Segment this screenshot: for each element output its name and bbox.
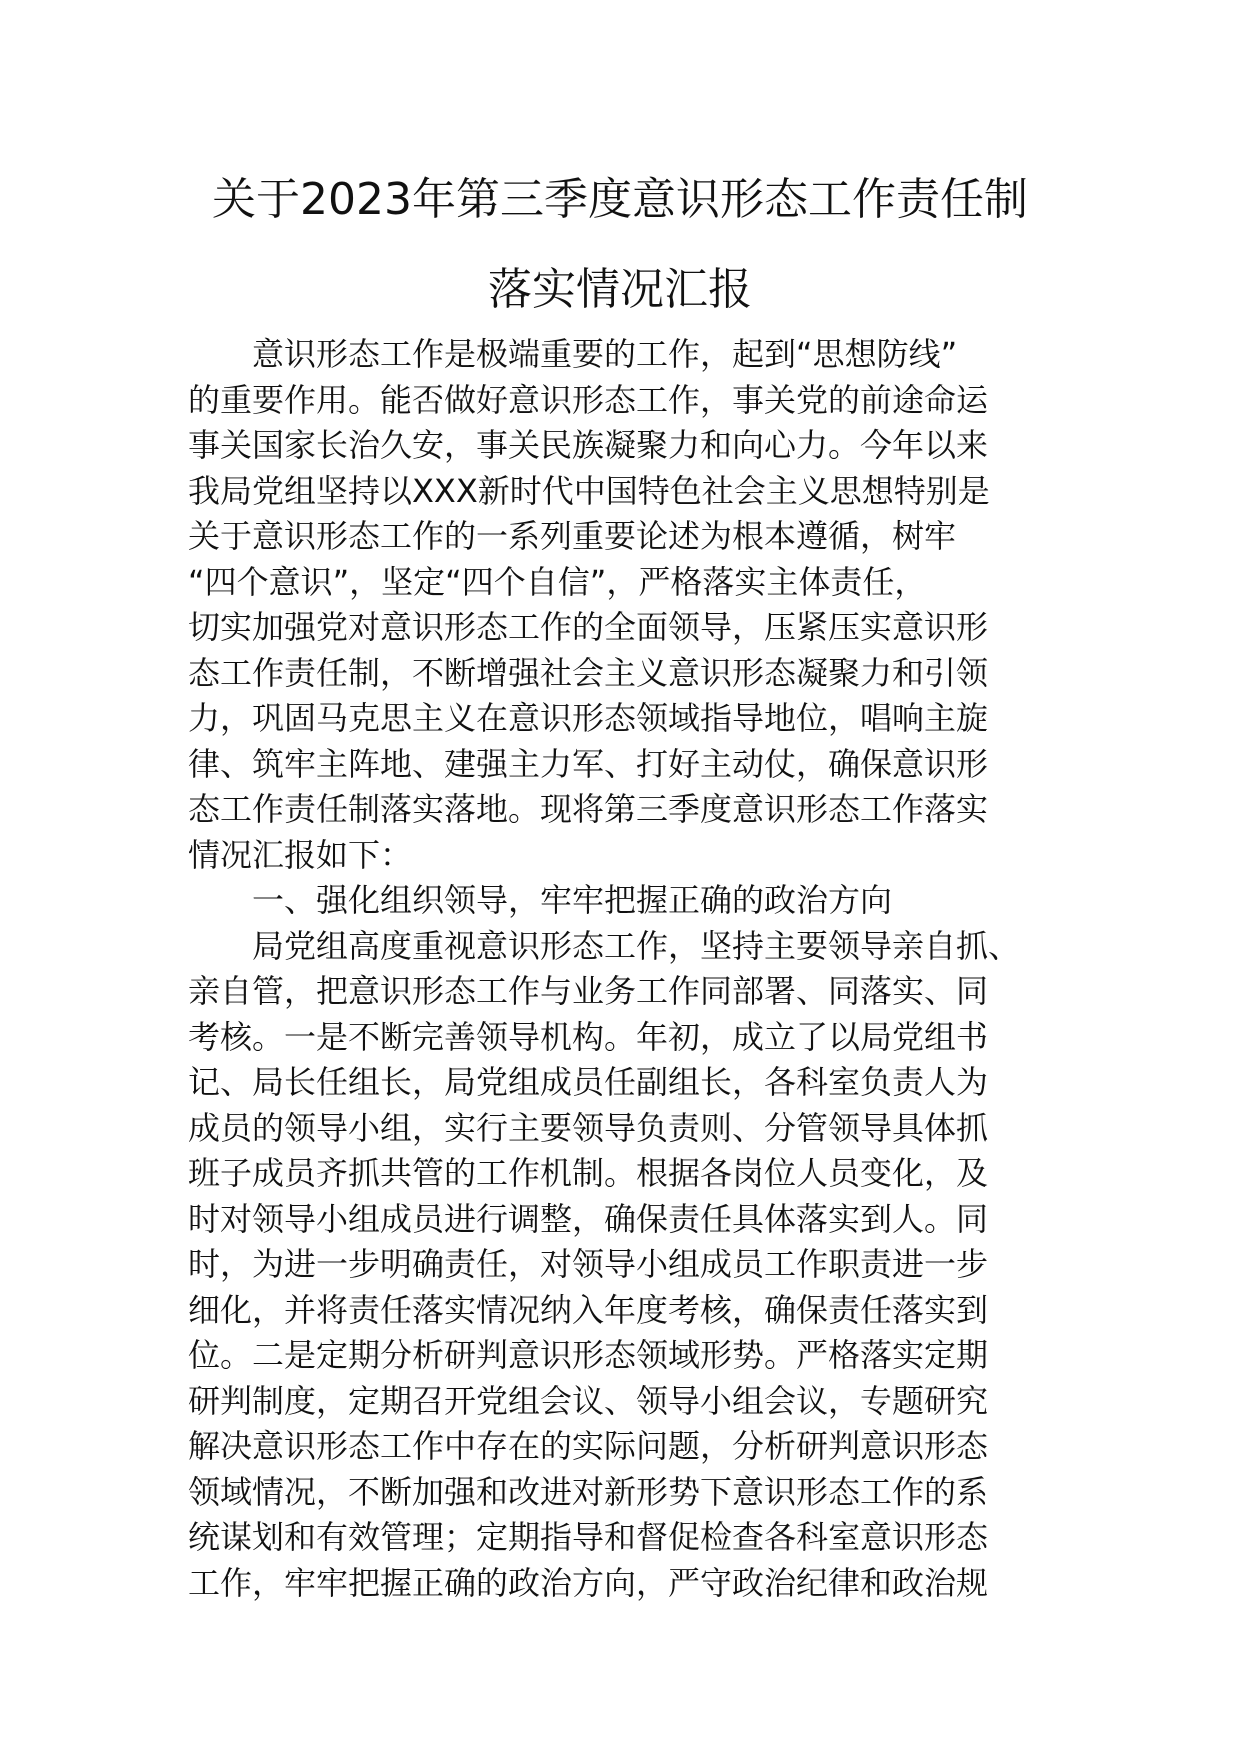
body-line: 班子成员齐抓共管的工作机制。根据各岗位人员变化，及	[188, 1154, 989, 1192]
body-line: 时，为进一步明确责任，对领导小组成员工作职责进一步	[188, 1245, 989, 1283]
body-line: 事关国家长治久安，事关民族凝聚力和向心力。今年以来	[188, 426, 989, 464]
body-line: 记、局长任组长，局党组成员任副组长，各科室负责人为	[188, 1063, 989, 1101]
document-title-line-1: 关于2023年第三季度意识形态工作责任制	[212, 174, 1028, 225]
body-line: 态工作责任制落实落地。现将第三季度意识形态工作落实	[188, 790, 989, 828]
body-line: 切实加强党对意识形态工作的全面领导，压紧压实意识形	[188, 608, 989, 646]
section-heading: 一、强化组织领导，牢牢把握正确的政治方向	[252, 881, 893, 919]
body-line: 的重要作用。能否做好意识形态工作，事关党的前途命运	[188, 380, 989, 419]
body-line: 我局党组坚持以XXX新时代中国特色社会主义思想特别是	[188, 471, 990, 510]
body-line: 关于意识形态工作的一系列重要论述为根本遵循，树牢	[188, 517, 957, 555]
body-line: 研判制度，定期召开党组会议、领导小组会议，专题研究	[188, 1381, 989, 1420]
body-line: 律、筑牢主阵地、建强主力军、打好主动仗，确保意识形	[188, 744, 989, 783]
document-body	[188, 332, 1188, 1606]
body-line: 情况汇报如下：	[188, 835, 413, 874]
body-line: 态工作责任制，不断增强社会主义意识形态凝聚力和引领	[188, 653, 989, 692]
body-line: 细化，并将责任落实情况纳入年度考核，确保责任落实到	[188, 1290, 989, 1329]
body-line: 力，巩固马克思主义在意识形态领域指导地位，唱响主旋	[188, 699, 989, 737]
body-line: 考核。一是不断完善领导机构。年初，成立了以局党组书	[188, 1017, 989, 1056]
body-line: 意识形态工作是极端重要的工作，起到“思想防线”	[252, 335, 958, 373]
document-title-line-2: 落实情况汇报	[488, 264, 752, 315]
body-line: 局党组高度重视意识形态工作，坚持主要领导亲自抓、	[252, 926, 1021, 965]
body-line: 工作，牢牢把握正确的政治方向，严守政治纪律和政治规	[188, 1563, 989, 1602]
body-line: 时对领导小组成员进行调整，确保责任具体落实到人。同	[188, 1199, 989, 1238]
body-line: 解决意识形态工作中存在的实际问题，分析研判意识形态	[188, 1427, 989, 1465]
body-line: 亲自管，把意识形态工作与业务工作同部署、同落实、同	[188, 972, 989, 1010]
body-line: 位。二是定期分析研判意识形态领域形势。严格落实定期	[188, 1336, 989, 1374]
body-line: 领域情况，不断加强和改进对新形势下意识形态工作的系	[188, 1472, 989, 1511]
body-line: “四个意识”，坚定“四个自信”，严格落实主体责任，	[188, 562, 927, 601]
body-line: 成员的领导小组，实行主要领导负责则、分管领导具体抓	[188, 1108, 989, 1147]
body-line: 统谋划和有效管理；定期指导和督促检查各科室意识形态	[188, 1518, 989, 1556]
